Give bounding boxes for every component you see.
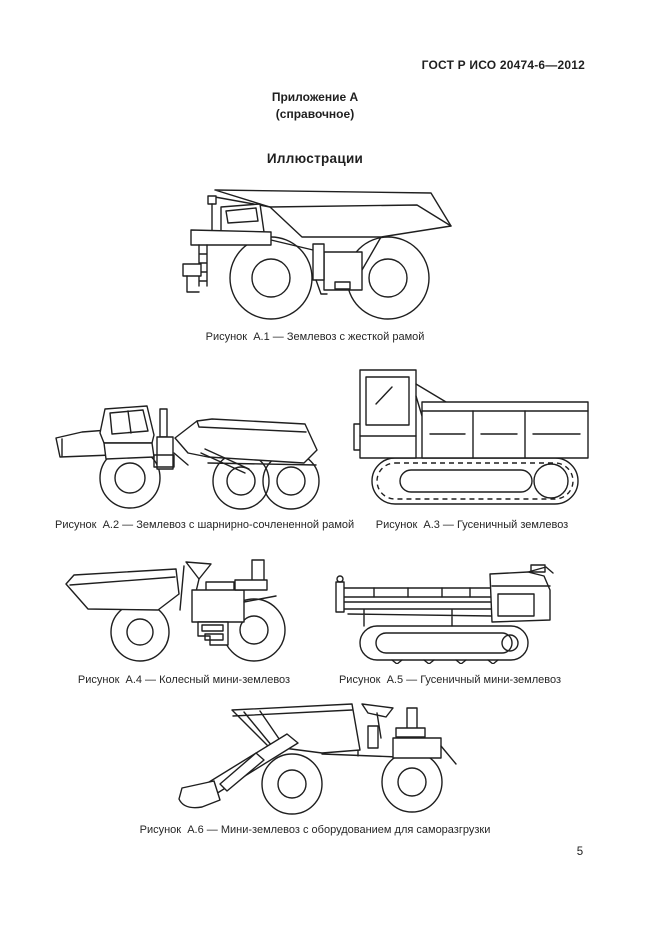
figure-a5 bbox=[332, 564, 560, 664]
standard-code: ГОСТ Р ИСО 20474-6—2012 bbox=[421, 58, 585, 72]
section-title: Иллюстрации bbox=[266, 151, 364, 166]
figure-caption: Рисунок А.6 — Мини-землевоз с оборудованием для саморазгрузки bbox=[139, 824, 491, 836]
appendix-title: Приложение А bbox=[271, 90, 359, 104]
crawler-mini-dumper-illustration bbox=[332, 564, 560, 664]
figure-a3 bbox=[352, 362, 597, 507]
figure-a6 bbox=[172, 696, 460, 818]
crawler-dumper-illustration bbox=[352, 362, 597, 507]
truck-body bbox=[183, 190, 451, 294]
page-number: 5 bbox=[576, 846, 584, 858]
rigid-frame-dumper-illustration bbox=[175, 174, 467, 324]
figure-caption: Рисунок А.5 — Гусеничный мини-землевоз bbox=[338, 674, 562, 686]
figure-a4 bbox=[58, 552, 286, 664]
wheels bbox=[262, 752, 442, 814]
truck-body bbox=[354, 370, 588, 458]
figure-caption: Рисунок А.2 — Землевоз с шарнирно-сочлененной рамой bbox=[55, 519, 355, 531]
truck-body bbox=[66, 560, 276, 645]
wheeled-mini-dumper-illustration bbox=[58, 552, 286, 664]
articulated-frame-dumper-illustration bbox=[48, 393, 323, 511]
truck-body bbox=[336, 565, 553, 626]
crawler-track bbox=[372, 458, 578, 504]
figure-a2 bbox=[48, 393, 323, 511]
appendix-subtitle: (справочное) bbox=[275, 107, 355, 121]
truck-body bbox=[56, 406, 317, 473]
truck-body bbox=[179, 704, 456, 808]
figure-caption: Рисунок А.1 — Землевоз с жесткой рамой bbox=[205, 331, 425, 343]
figure-a1 bbox=[175, 174, 467, 324]
crawler-track bbox=[360, 626, 528, 664]
self-loading-mini-dumper-illustration bbox=[172, 696, 460, 818]
figure-caption: Рисунок А.3 — Гусеничный землевоз bbox=[375, 519, 569, 531]
figure-caption: Рисунок А.4 — Колесный мини-землевоз bbox=[77, 674, 291, 686]
